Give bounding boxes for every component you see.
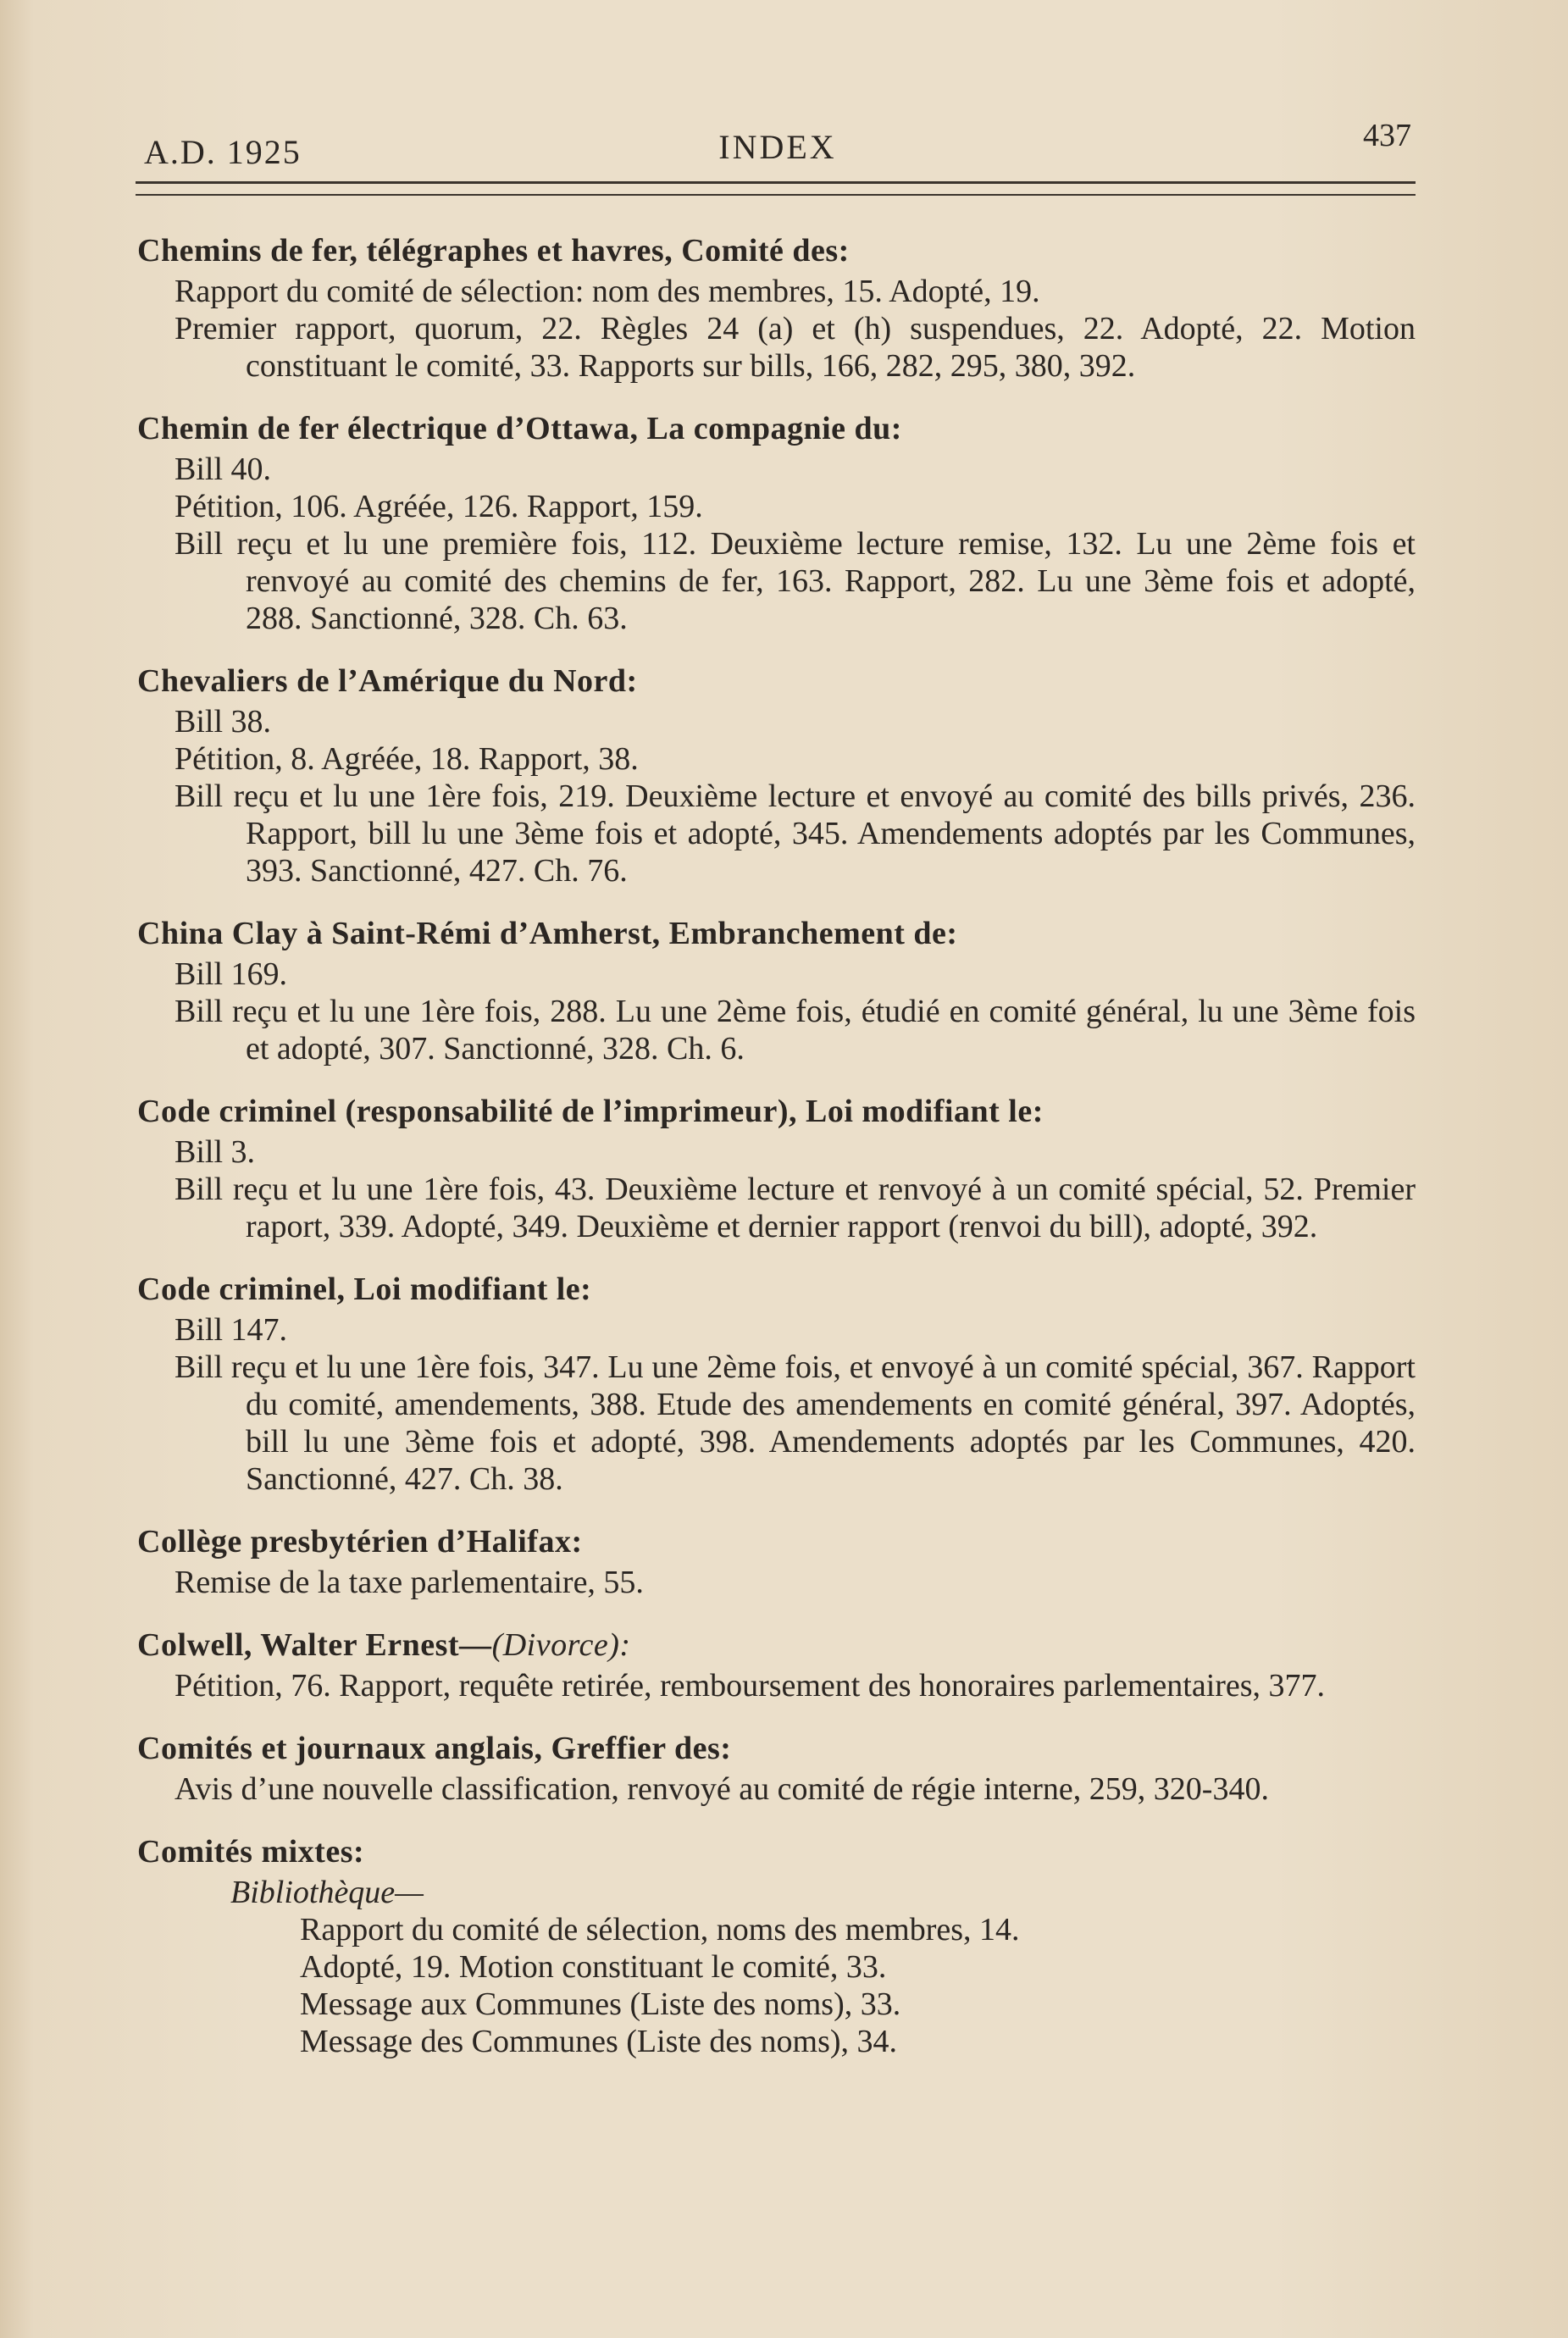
entry-line: Avis d’une nouvelle classification, renvoyé au comité de régie interne, 259, 320-340. [175,1771,1269,1807]
entry-line: Bill reçu et lu une 1ère fois, 288. Lu une 2ème fois, étudié en comité général, lu une 3ème fois et adopté, 307. Sanctionné, 328. Ch. 6. [175,994,1416,1067]
entry-heading: Code criminel, Loi modifiant le: [137,1271,592,1307]
entry-line: Rapport du comité de sélection: nom des membres, 15. Adopté, 19. [175,274,1040,309]
entry-heading: Code criminel (responsabilité de l’imprimeur), Loi modifiant le: [137,1094,1044,1129]
entry-heading: China Clay à Saint-Rémi d’Amherst, Embranchement de: [137,916,958,951]
entry-subline: Message des Communes (Liste des noms), 34. [300,2024,898,2059]
entry-line: Bill reçu et lu une 1ère fois, 347. Lu une 2ème fois, et envoyé à un comité spécial, 367. Rapport du comité, amendements, 388. Etude des amendements en comité général, 397. Adoptés, bill lu une 3ème fois et adopté, 398. Amendements adoptés par les Communes, 420. Sanctionné, 427. Ch. 38. [175,1349,1416,1497]
index-entry [137,407,1416,637]
page-header [144,117,1411,171]
entry-heading: Comités mixtes: [137,1834,365,1870]
index-entry [137,1089,1416,1245]
entry-heading: Chemins de fer, télégraphes et havres, Comité des: [137,233,850,269]
entry-heading: Comités et journaux anglais, Greffier des: [137,1731,732,1766]
entry-line: Bill reçu et lu une première fois, 112. Deuxième lecture remise, 132. Lu une 2ème fois et renvoyé au comité des chemins de fer, 163. Rapport, 282. Lu une 3ème fois et adopté, 288. Sanctionné, 328. Ch. 63. [175,526,1416,636]
entry-heading-qualifier: (Divorce): [491,1627,631,1663]
index-content [137,229,1416,2082]
index-entry [137,1726,1416,1808]
entry-heading: Chemin de fer électrique d’Ottawa, La compagnie du: [137,411,902,446]
entry-line: Premier rapport, quorum, 22. Règles 24 (a) et (h) suspendues, 22. Adopté, 22. Motion constituant le comité, 33. Rapports sur bills, 166, 282, 295, 380, 392. [175,311,1416,384]
entry-heading: Collège presbytérien d’Halifax: [137,1524,583,1560]
entry-subline: Rapport du comité de sélection, noms des membres, 14. [300,1912,1020,1947]
index-entry [137,229,1416,385]
index-entry [137,659,1416,889]
entry-line: Pétition, 8. Agréée, 18. Rapport, 38. [175,741,639,777]
entry-line: Bill 38. [175,704,272,740]
header-rule [136,181,1416,196]
entry-line: Pétition, 106. Agréée, 126. Rapport, 159. [175,489,703,524]
entry-line: Pétition, 76. Rapport, requête retirée, remboursement des honoraires parlementaires, 377. [175,1668,1326,1704]
index-entry [137,911,1416,1067]
entry-line: Bill reçu et lu une 1ère fois, 219. Deuxième lecture et envoyé au comité des bills privés, 236. Rapport, bill lu une 3ème fois et adopté, 345. Amendements adoptés par les Communes, 393. Sanctionné, 427. Ch. 76. [175,778,1416,889]
entry-subline: Message aux Communes (Liste des noms), 33. [300,1986,901,2022]
entry-line: Remise de la taxe parlementaire, 55. [175,1565,644,1600]
entry-line: Bill reçu et lu une 1ère fois, 43. Deuxième lecture et renvoyé à un comité spécial, 52. Premier raport, 339. Adopté, 349. Deuxième et dernier rapport (renvoi du bill), adopté, 392. [175,1172,1416,1244]
index-entry [137,1267,1416,1498]
index-entry [137,1623,1416,1704]
header-title: INDEX [718,128,837,166]
entry-heading [137,1623,1416,1667]
index-entry [137,1830,1416,2060]
entry-line: Bill 169. [175,956,288,992]
entry-subline: Adopté, 19. Motion constituant le comité, 33. [300,1949,887,1985]
entry-line: Bill 40. [175,452,272,487]
entry-subheading: Bibliothèque— [230,1875,424,1910]
entry-heading: Chevaliers de l’Amérique du Nord: [137,663,638,699]
header-year: A.D. 1925 [144,133,302,171]
index-entry [137,1520,1416,1601]
entry-line: Bill 147. [175,1312,288,1348]
entry-line: Bill 3. [175,1134,256,1170]
page-number: 437 [1363,118,1411,153]
entry-heading-name: Colwell, Walter Ernest— [137,1627,492,1663]
